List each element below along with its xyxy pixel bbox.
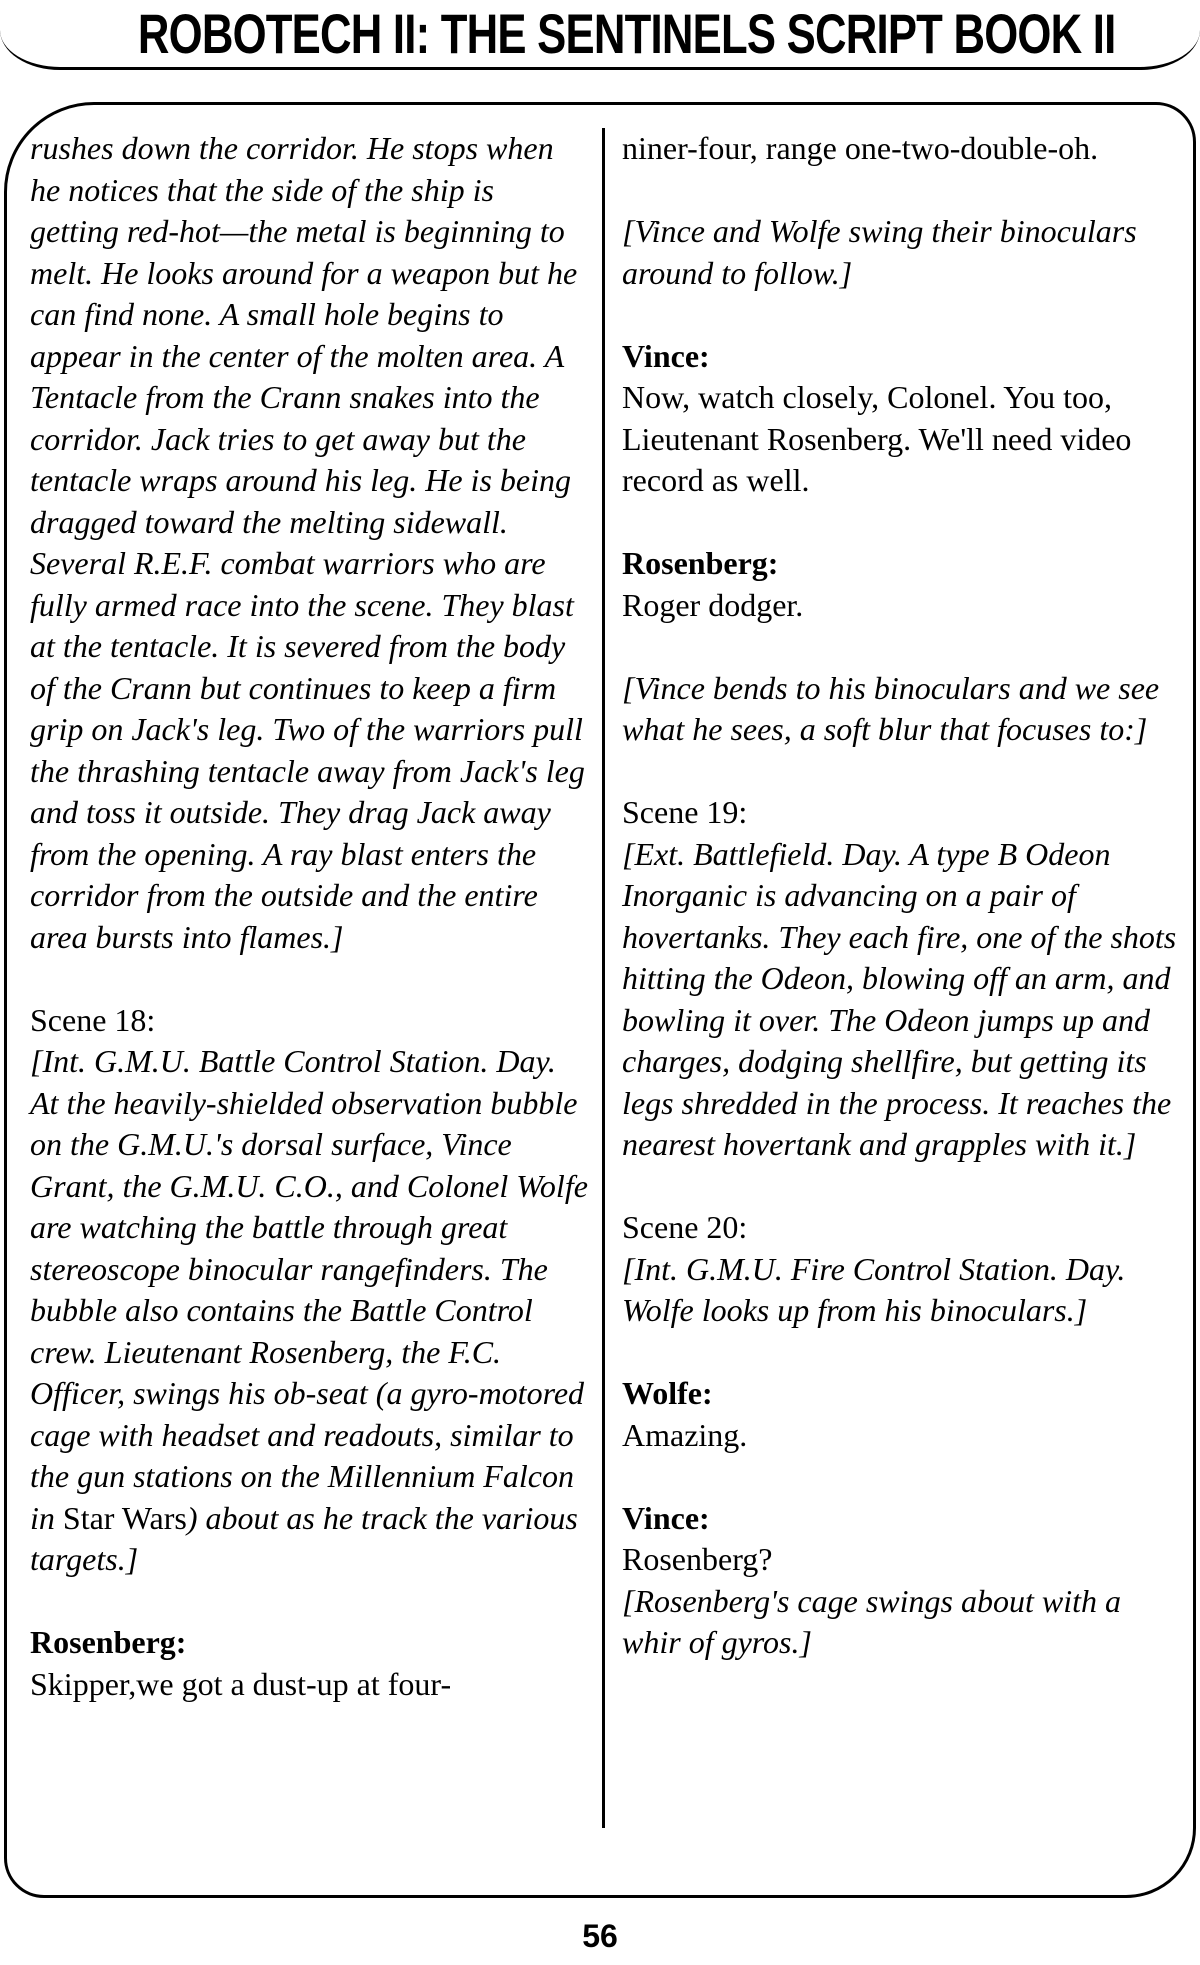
speaker-name: Rosenberg: (622, 545, 779, 581)
action-paragraph: [Vince and Wolfe swing their binoculars around to follow.] (622, 213, 1137, 291)
speaker-name: Rosenberg: (30, 1624, 187, 1660)
page-number: 56 (582, 1918, 618, 1954)
scene-heading: Scene 20: (622, 1209, 748, 1245)
dialogue-line: Amazing. (622, 1416, 748, 1453)
dialogue-block (30, 1622, 590, 1705)
dialogue-continued: niner-four, range one-two-double-oh. (622, 130, 1099, 166)
left-column (30, 128, 590, 1705)
book-title: ROBOTECH II: THE SENTINELS SCRIPT BOOK II (137, 2, 1116, 65)
scene-heading: Scene 19: (622, 794, 748, 830)
scene-18 (30, 1000, 590, 1581)
dialogue-line: Skipper,we got a dust-up at four- (30, 1665, 452, 1702)
column-divider (602, 128, 605, 1828)
dialogue-line: Roger dodger. (622, 586, 804, 623)
action-line: [Rosenberg's cage swings about with a whir of gyros.] (622, 1582, 1121, 1660)
dialogue-block (622, 543, 1182, 626)
page-header (0, 0, 1200, 70)
scene-20 (622, 1207, 1182, 1332)
right-column (622, 128, 1182, 1664)
speaker-name: Vince: (622, 1499, 710, 1536)
scene-description: [Int. G.M.U. Battle Control Station. Day. At the heavily-shielded observation bubble on the G.M.U.'s dorsal surface, Vince Grant, the G.M.U. C.O., and Colonel Wolfe are watching the battle through great stereoscope binocular rangefinders. The bubble also contains the Battle Control crew. Lieutenant Rosenberg, the F.C. Officer, swings his ob-seat (a gyro-motored cage with headset and readouts, similar to the gun stations on the Millennium Falcon in Star Wars) about as he track the various targets.] (30, 1043, 588, 1577)
scene-19 (622, 792, 1182, 1166)
action-paragraph: rushes down the corridor. He stops when he notices that the side of the ship is getting red-hot—the metal is beginning to melt. He looks around for a weapon but he can find none. A small hole begins to appear in the center of the molten area. A Tentacle from the Crann snakes into the corridor. Jack tries to get away but the tentacle wraps around his leg. He is being dragged toward the melting sidewall. Several R.E.F. combat warriors who are fully armed race into the scene. They blast at the tentacle. It is severed from the body of the Crann but continues to keep a firm grip on Jack's leg. Two of the warriors pull the thrashing tentacle away from Jack's leg and toss it outside. They drag Jack away from the opening. A ray blast enters the corridor from the outside and the entire area bursts into flames.] (30, 130, 585, 955)
film-title: Star Wars (62, 1499, 187, 1536)
dialogue-block (622, 1373, 1182, 1456)
scene-heading: Scene 18: (30, 1001, 156, 1038)
speaker-name: Vince: (622, 337, 710, 374)
dialogue-line: Now, watch closely, Colonel. You too, Lieutenant Rosenberg. We'll need video record as well. (622, 379, 1132, 498)
action-paragraph: [Vince bends to his binoculars and we see what he sees, a soft blur that focuses to:] (622, 669, 1160, 747)
dialogue-block (622, 1498, 1182, 1664)
scene-description: [Int. G.M.U. Fire Control Station. Day. Wolfe looks up from his binoculars.] (622, 1250, 1126, 1328)
dialogue-block (622, 336, 1182, 502)
dialogue-line: Rosenberg? (622, 1541, 773, 1577)
speaker-name: Wolfe: (622, 1375, 713, 1411)
scene-description: [Ext. Battlefield. Day. A type B Odeon Inorganic is advancing on a pair of hovertanks. They each fire, one of the shots hitting the Odeon, blowing off an arm, and bowling it over. The Odeon jumps up and charges, dodging shellfire, but getting its legs shredded in the process. It reaches the nearest hovertank and grapples with it.] (622, 835, 1177, 1162)
